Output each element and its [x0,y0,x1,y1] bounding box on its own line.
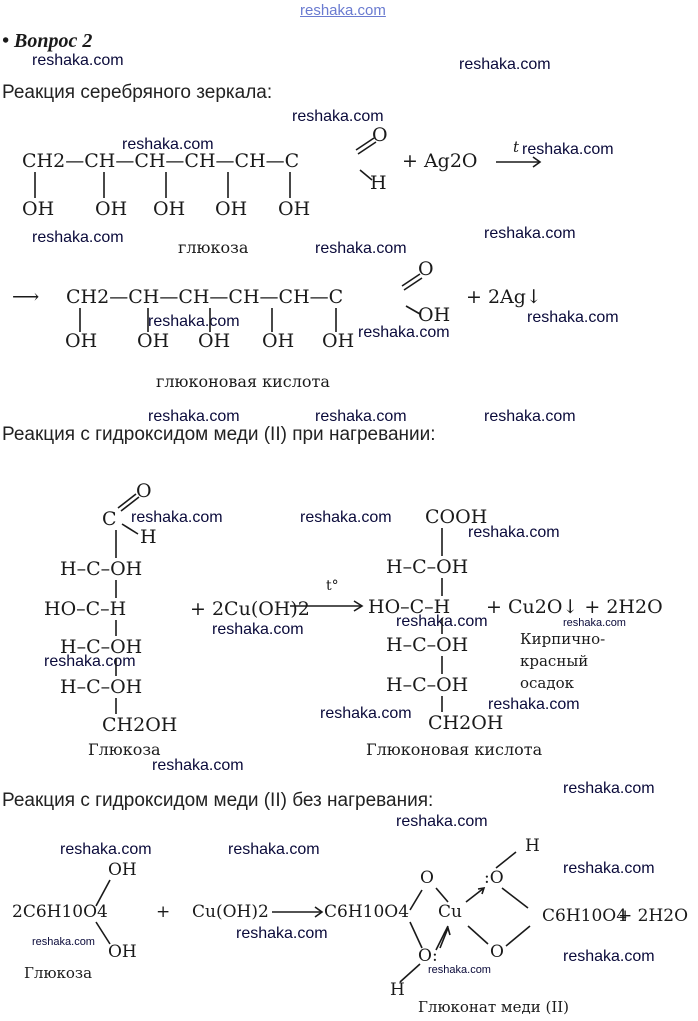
complex-o-donor: :O [484,868,504,888]
glucose-label: Глюкоза [24,964,93,982]
watermark: reshaka.com [32,229,124,246]
chain-ch: CH [278,286,310,308]
gluconic-row: H–C–OH [386,556,469,578]
plus-sign: + [156,902,171,922]
water: + 2H2O [618,906,689,926]
watermark: reshaka.com [522,141,614,158]
glucose-c: C [102,508,117,530]
aldehyde-o: O [372,124,388,146]
glucose-row: H–C–OH [60,636,143,658]
chain-c: C [328,286,344,308]
oh-group: OH [153,198,186,220]
watermark: reshaka.com [228,841,320,858]
oh-group: OH [278,198,311,220]
chain-ch: CH [184,150,216,172]
glucose-row: CH2OH [102,714,178,736]
watermark: reshaka.com [563,860,655,877]
watermark-small: reshaka.com [32,936,95,948]
chain-ch: CH [228,286,260,308]
silver-precipitate: + 2Ag↓ [466,286,542,308]
complex-cu: Cu [438,902,462,922]
watermark-small: reshaka.com [428,964,491,976]
glucose-row: HO–C–H [44,598,127,620]
glucose-row: H–C–OH [60,676,143,698]
watermark: reshaka.com [315,240,407,257]
gluconic-row: H–C–OH [386,674,469,696]
oh-group: OH [95,198,128,220]
chain-ch2: CH2 [66,286,110,308]
watermark: reshaka.com [358,324,450,341]
aldehyde-h: H [370,172,387,194]
gluconic-chain: CH2—CH—CH—CH—CH—C [66,286,344,308]
watermark: reshaka.com [563,948,655,965]
gluconic-label: Глюконовая кислота [366,740,543,759]
watermark: reshaka.com [320,705,412,722]
watermark: reshaka.com [122,136,214,153]
watermark: reshaka.com [468,524,560,541]
glucose-chain: CH2—CH—CH—CH—CH—C [22,150,300,172]
glucose-label: глюкоза [178,238,249,257]
oh-group: OH [215,198,248,220]
oh-group: OH [137,330,170,352]
watermark: reshaka.com [236,925,328,942]
chain-ch: CH [234,150,266,172]
watermark: reshaka.com [60,841,152,858]
watermark: reshaka.com [488,696,580,713]
precipitate-note: Кирпично- [520,630,606,648]
watermark: reshaka.com [484,408,576,425]
product-arrow: ⟶ [12,286,40,308]
watermark: reshaka.com [32,52,124,69]
watermark: reshaka.com [315,408,407,425]
glucose-row: H–C–OH [60,558,143,580]
chain-ch: CH [178,286,210,308]
chain-ch: CH [128,286,160,308]
precipitate-note: красный [520,652,589,670]
chain-ch: CH [84,150,116,172]
reagent-cuoh2: + 2Cu(OH)2 [190,598,310,620]
watermark: reshaka.com [563,780,655,797]
products: + Cu2O↓ + 2H2O [486,596,663,618]
condition-t: t° [326,578,339,594]
chain-ch2: CH2 [22,150,66,172]
oh-group: OH [198,330,231,352]
oh-group: OH [262,330,295,352]
watermark: reshaka.com [484,225,576,242]
complex-o-text: O [489,868,504,888]
watermark: reshaka.com [44,653,136,670]
copper-heated-heading: Реакция с гидроксидом меди (II) при нагревании: [2,424,436,445]
acid-oh: OH [418,304,451,326]
reagent-cuoh2: Cu(OH)2 [192,902,269,922]
oh-group: OH [22,198,55,220]
complex-o: O [420,868,434,888]
condition-t: t [513,138,520,156]
product-formula-right: C6H10O4 [542,906,628,926]
watermark: reshaka.com [459,56,551,73]
watermark: reshaka.com [212,621,304,638]
complex-o: O [490,942,504,962]
silver-mirror-heading: Реакция серебряного зеркала: [2,82,273,103]
watermark: reshaka.com [300,509,392,526]
complex-o-donor: O: [418,946,438,966]
watermark: reshaka.com [527,309,619,326]
glucose-o: O [136,480,152,502]
gluconate-label: Глюконат меди (II) [418,998,570,1016]
cold-oh: OH [108,860,137,880]
product-formula-left: C6H10O4 [324,902,410,922]
glucose-h: H [140,526,157,548]
watermark-top[interactable]: reshaka.com [300,2,386,19]
watermark-small: reshaka.com [563,617,626,629]
oh-group: OH [322,330,355,352]
watermark: reshaka.com [148,313,240,330]
watermark: reshaka.com [396,613,488,630]
complex-h: H [390,980,405,1000]
watermark: reshaka.com [396,813,488,830]
glucose-formula: 2C6H10O4 [12,902,108,922]
gluconic-cooh: COOH [425,506,488,528]
watermark: reshaka.com [131,509,223,526]
gluconic-row: CH2OH [428,712,504,734]
oh-group: OH [65,330,98,352]
copper-cold-heading: Реакция с гидроксидом меди (II) без нагревания: [2,790,434,811]
cold-oh: OH [108,942,137,962]
precipitate-note: осадок [520,674,575,692]
watermark: reshaka.com [148,408,240,425]
complex-o-text: O [418,946,432,966]
gluconic-row: HO–C–H [368,596,451,618]
gluconic-label: глюконовая кислота [156,372,330,391]
chain-ch: CH [134,150,166,172]
glucose-label: Глюкоза [88,740,161,759]
acid-o: O [418,258,434,280]
reagent-ag2o: + Ag2O [402,150,478,172]
complex-h: H [525,836,540,856]
chain-c: C [284,150,300,172]
watermark: reshaka.com [152,757,244,774]
watermark: reshaka.com [292,108,384,125]
question-title: • Вопрос 2 [2,30,93,52]
gluconic-row: H–C–OH [386,634,469,656]
